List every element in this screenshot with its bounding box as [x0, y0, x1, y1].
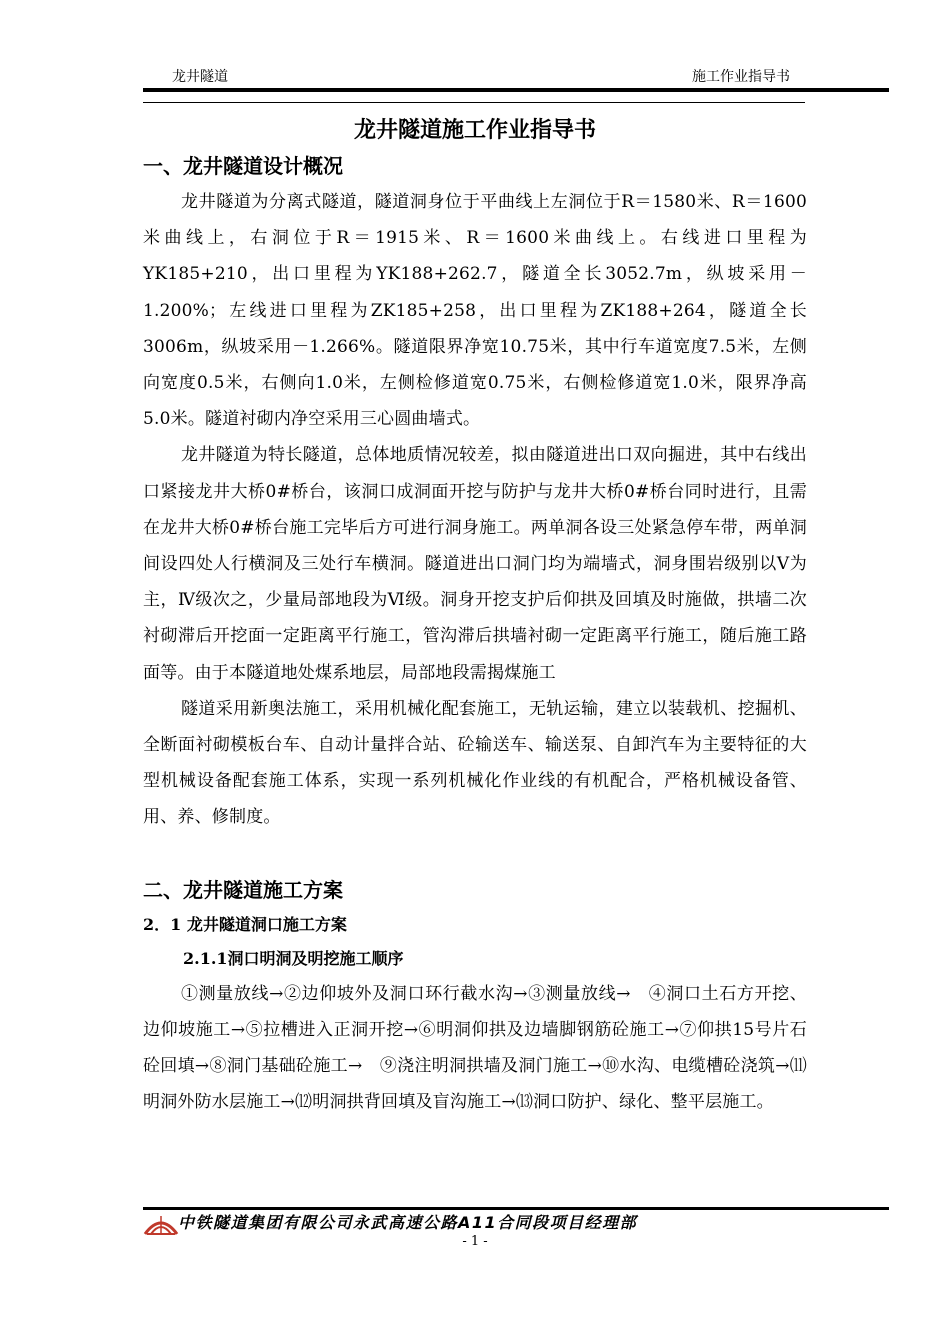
header-left-text: 龙井隧道	[172, 69, 228, 85]
section-heading-design-overview: 一、龙井隧道设计概况	[143, 154, 343, 178]
section-heading-construction-plan: 二、龙井隧道施工方案	[143, 877, 343, 902]
paragraph: 龙井隧道为特长隧道，总体地质情况较差，拟由隧道进出口双向掘进，其中右线出口紧接龙井大桥0#桥台，该洞口成洞面开挖与防护与龙井大桥0#桥台同时进行，且需在龙井大桥0#桥台施工完毕后方可进行洞身施工。两单洞各设三处紧急停车带，两单洞间设四处人行横洞及三处行车横洞。隧道进出口洞门均为端墙式，洞身围岩级别以Ⅴ为主，Ⅳ级次之，少量局部地段为Ⅵ级。洞身开挖支护后仰拱及回填及时施做，拱墙二次衬砌滞后开挖面一定距离平行施工，管沟滞后拱墙衬砌一定距离平行施工，随后施工路面等。由于本隧道地处煤系地层，局部地段需揭煤施工	[143, 445, 807, 683]
document-body	[143, 112, 807, 1120]
footer-company-name: 中铁隧道集团有限公司永武高速公路A11合同段项目经理部	[178, 1213, 638, 1232]
page-number: - 1 -	[462, 1234, 488, 1249]
header-rule-thin	[143, 102, 805, 103]
header-right-text: 施工作业指导书	[692, 69, 790, 85]
document-title: 龙井隧道施工作业指导书	[353, 117, 596, 143]
paragraph: ①测量放线→②边仰坡外及洞口环行截水沟→③测量放线→ ④洞口土石方开挖、边仰坡施工→⑤拉槽进入正洞开挖→⑥明洞仰拱及边墙脚钢筋砼施工→⑦仰拱15号片石砼回填→⑧洞门基础砼施工→ ⑨浇注明洞拱墙及洞门施工→⑩水沟、电缆槽砼浇筑→⑾明洞外防水层施工→⑿明洞拱背回填及盲沟施工→⒀洞口防护、绿化、整平层施工。	[143, 983, 807, 1113]
paragraph: 龙井隧道为分离式隧道，隧道洞身位于平曲线上左洞位于R＝1580米、R＝1600米曲线上，右洞位于R＝1915米、R＝1600米曲线上。右线进口里程为YK185+210，出口里程为YK188+262.7，隧道全长3052.7m，纵坡采用－1.200%；左线进口里程为ZK185+258，出口里程为ZK188+264，隧道全长3006m，纵坡采用－1.266%。隧道限界净宽10.75米，其中行车道宽度7.5米，左侧向宽度0.5米，右侧向1.0米，左侧检修道宽0.75米，右侧检修道宽1.0米，限界净高5.0米。隧道衬砌内净空采用三心圆曲墙式。	[143, 192, 807, 430]
header-rule-thick	[143, 88, 889, 92]
subsection-heading: 2．1 龙井隧道洞口施工方案	[143, 914, 347, 934]
railway-tunnel-logo-icon	[143, 1210, 179, 1236]
paragraph: 隧道采用新奥法施工，采用机械化配套施工，无轨运输，建立以装载机、挖掘机、全断面衬砌模板台车、自动计量拌合站、砼输送车、输送泵、自卸汽车为主要特征的大型机械设备配套施工体系，实现一系列机械化作业线的有机配合，严格机械设备管、用、养、修制度。	[143, 698, 807, 828]
subsubsection-heading: 2.1.1洞口明洞及明挖施工顺序	[183, 948, 404, 968]
